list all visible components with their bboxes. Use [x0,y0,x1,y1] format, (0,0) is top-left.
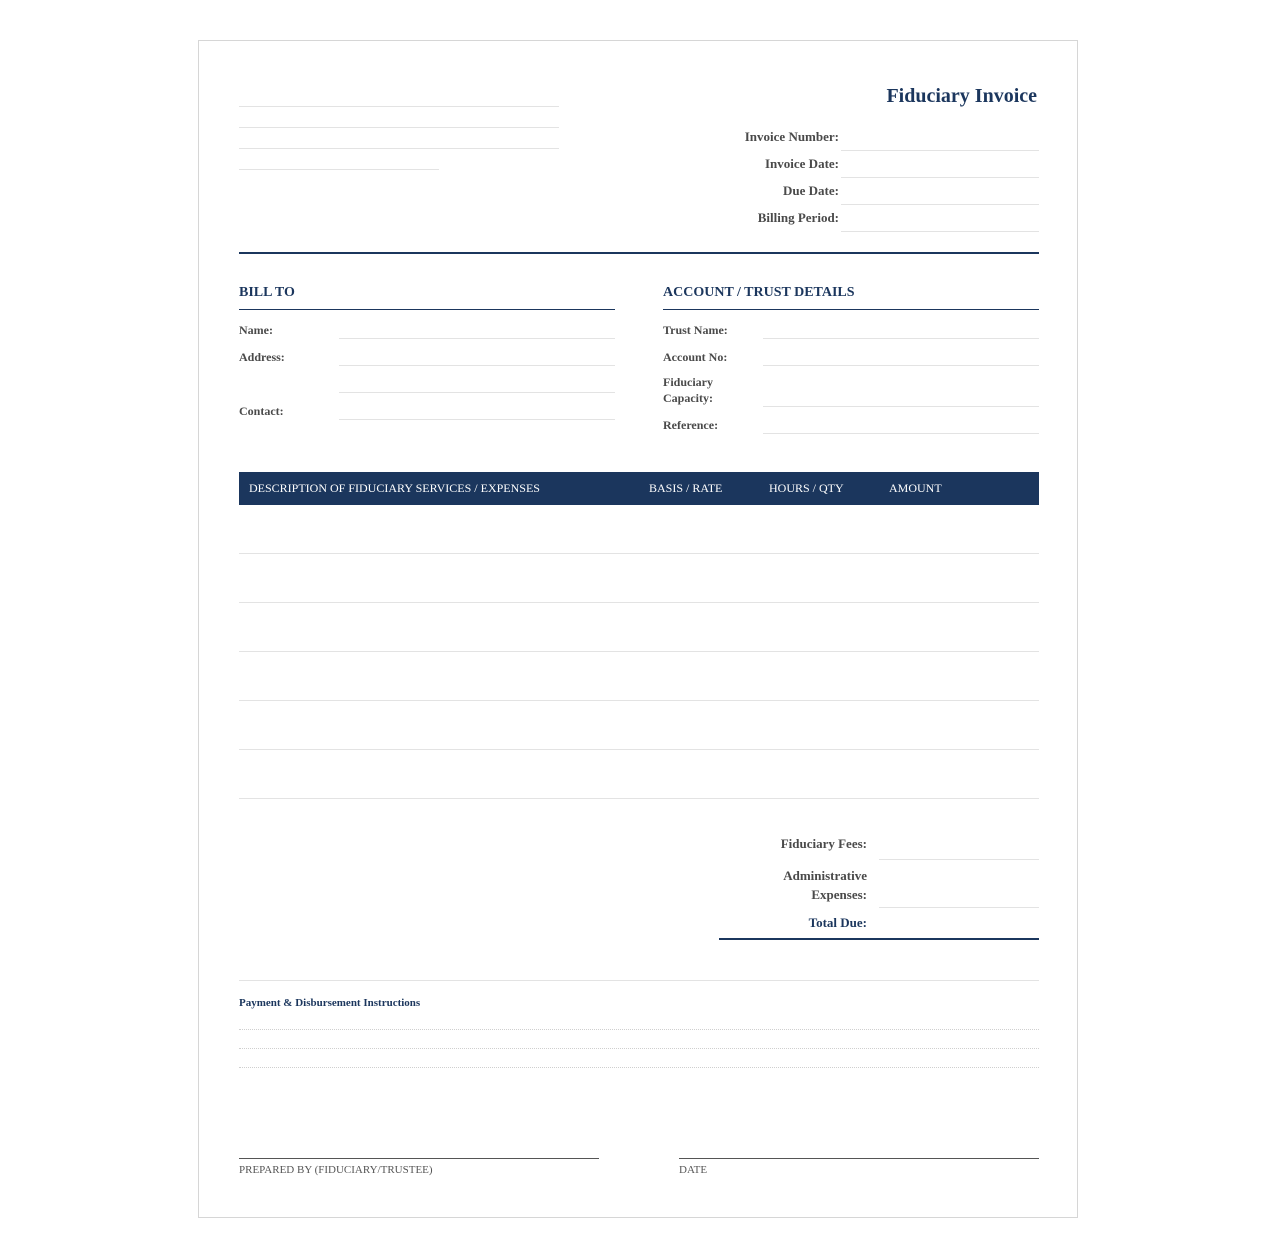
column-description: DESCRIPTION OF FIDUCIARY SERVICES / EXPENSES [249,481,540,495]
fiduciary-capacity-field[interactable] [763,406,1039,407]
table-row[interactable] [239,749,1039,750]
account-no-field[interactable] [763,365,1039,366]
header-divider [239,252,1039,254]
instructions-line-3[interactable] [239,1067,1039,1068]
table-row[interactable] [239,553,1039,554]
column-basis-rate: BASIS / RATE [649,481,723,495]
document-title: Fiduciary Invoice [886,85,1037,107]
total-due-rule [719,938,1039,940]
admin-expenses-field[interactable] [879,907,1039,908]
date-label: DATE [679,1164,708,1176]
bill-to-name-field[interactable] [339,338,615,339]
bill-to-heading: BILL TO [239,285,295,300]
invoice-number-label: Invoice Number: [744,129,839,144]
due-date-field[interactable] [841,204,1039,205]
bill-to-address-field-2[interactable] [339,392,615,393]
instructions-line-2[interactable] [239,1048,1039,1049]
letterhead-line-3[interactable] [239,148,559,149]
date-signature-line[interactable] [679,1158,1039,1159]
total-due-label: Total Due: [808,915,867,930]
letterhead-line-2[interactable] [239,127,559,128]
admin-expenses-label: Administrative Expenses: [783,868,867,902]
table-row[interactable] [239,651,1039,652]
instructions-line-1[interactable] [239,1029,1039,1030]
reference-label: Reference: [663,418,719,432]
trust-name-label: Trust Name: [663,323,728,337]
bill-to-address-label: Address: [239,350,285,364]
letterhead-line-4[interactable] [239,169,439,170]
fiduciary-fees-field[interactable] [879,859,1039,860]
bill-to-contact-label: Contact: [239,404,284,418]
trust-name-field[interactable] [763,338,1039,339]
fiduciary-capacity-label: Fiduciary Capacity: [663,375,713,405]
bill-to-contact-field[interactable] [339,419,615,420]
account-details-heading: ACCOUNT / TRUST DETAILS [663,285,855,300]
invoice-date-label: Invoice Date: [764,156,839,171]
prepared-by-signature-line[interactable] [239,1158,599,1159]
account-no-label: Account No: [663,350,728,364]
letterhead-line-1[interactable] [239,106,559,107]
column-hours-qty: HOURS / QTY [769,481,844,495]
reference-field[interactable] [763,433,1039,434]
line-items-header [239,472,1039,505]
fiduciary-fees-label: Fiduciary Fees: [780,836,867,851]
table-row[interactable] [239,700,1039,701]
billing-period-field[interactable] [841,231,1039,232]
bill-to-underline [239,309,615,310]
instructions-divider [239,980,1039,981]
table-row[interactable] [239,798,1039,799]
invoice-date-field[interactable] [841,177,1039,178]
table-row[interactable] [239,602,1039,603]
invoice-number-field[interactable] [841,150,1039,151]
account-details-underline [663,309,1039,310]
bill-to-name-label: Name: [239,323,273,337]
bill-to-address-field-1[interactable] [339,365,615,366]
prepared-by-label: PREPARED BY (FIDUCIARY/TRUSTEE) [239,1164,433,1176]
column-amount: AMOUNT [889,481,942,495]
due-date-label: Due Date: [783,183,839,198]
billing-period-label: Billing Period: [757,210,839,225]
instructions-heading: Payment & Disbursement Instructions [239,997,421,1009]
invoice-page [198,40,1078,1218]
